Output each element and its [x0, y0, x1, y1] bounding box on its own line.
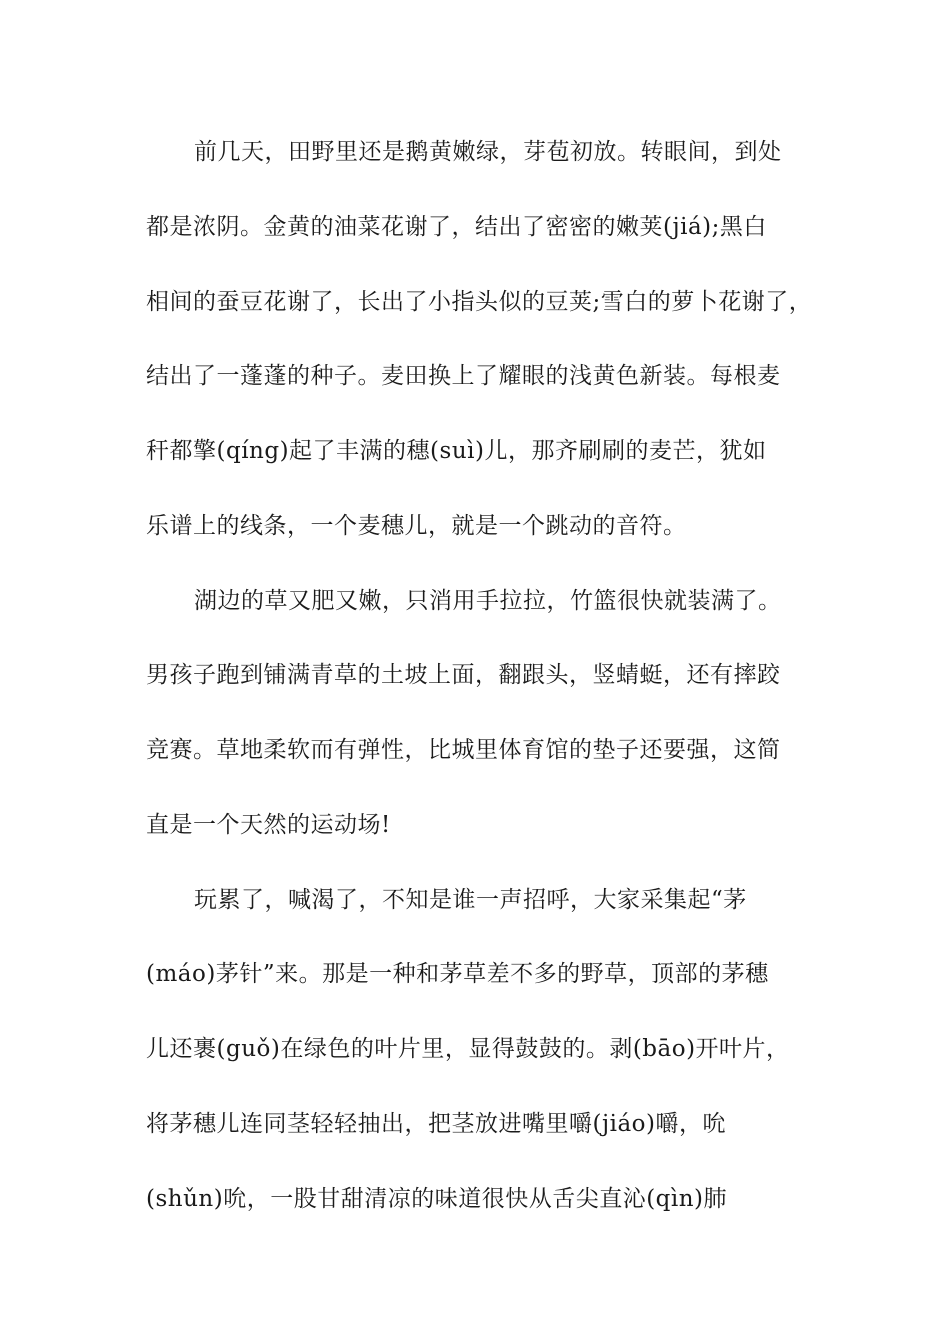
paragraph-line: 秆都擎(qíng)起了丰满的穗(suì)儿，那齐刷刷的麦芒，犹如 — [146, 438, 767, 464]
paragraph-line: 湖边的草又肥又嫩，只消用手拉拉，竹篮很快就装满了。 — [194, 588, 782, 614]
paragraph-line: (máo)茅针”来。那是一种和茅草差不多的野草，顶部的茅穗 — [146, 961, 769, 987]
paragraph-line: 玩累了，喊渴了，不知是谁一声招呼，大家采集起“茅 — [194, 887, 747, 913]
paragraph-line: 男孩子跑到铺满青草的土坡上面，翻跟头，竖蜻蜓，还有摔跤 — [146, 662, 781, 688]
paragraph-line: 都是浓阴。金黄的油菜花谢了，结出了密密的嫩荚(jiá);黑白 — [146, 214, 767, 240]
paragraph-line: 结出了一蓬蓬的种子。麦田换上了耀眼的浅黄色新装。每根麦 — [146, 363, 781, 389]
paragraph-line: 儿还裹(guǒ)在绿色的叶片里，显得鼓鼓的。剥(bāo)开叶片， — [146, 1036, 790, 1062]
paragraph-line: 前几天，田野里还是鹅黄嫩绿，芽苞初放。转眼间，到处 — [194, 139, 782, 165]
paragraph-line: (shǔn)吮，一股甘甜清凉的味道很快从舌尖直沁(qìn)肺 — [146, 1186, 728, 1212]
paragraph-line: 直是一个天然的运动场! — [146, 812, 391, 838]
paragraph-line: 乐谱上的线条，一个麦穗儿，就是一个跳动的音符。 — [146, 513, 687, 539]
paragraph-line: 将茅穗儿连同茎轻轻抽出，把茎放进嘴里嚼(jiáo)嚼，吮 — [146, 1111, 726, 1137]
paragraph-line: 相间的蚕豆花谢了，长出了小指头似的豆荚;雪白的萝卜花谢了， — [146, 289, 813, 315]
paragraph-line: 竞赛。草地柔软而有弹性，比城里体育馆的垫子还要强，这简 — [146, 737, 781, 763]
